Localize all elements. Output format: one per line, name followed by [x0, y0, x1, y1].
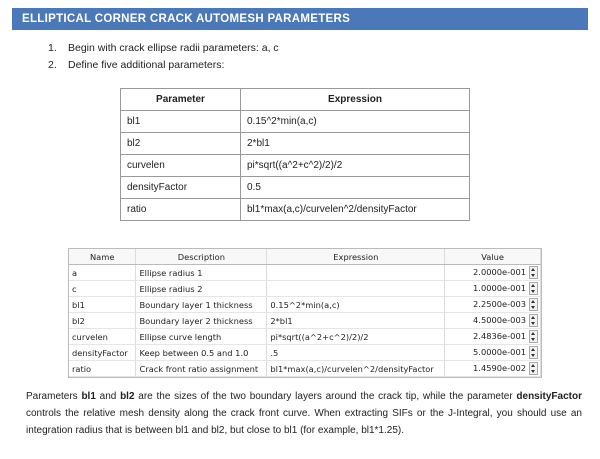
parameter-name: bl2 [121, 133, 241, 155]
spinner-icon[interactable] [529, 266, 538, 279]
description-cell[interactable]: Ellipse radius 1 [136, 265, 267, 281]
paragraph-text: Parameters [26, 391, 82, 402]
parameter-table [120, 88, 470, 221]
step-item [48, 40, 279, 57]
grid-row[interactable] [69, 345, 541, 361]
table-row [121, 111, 470, 133]
description-cell[interactable]: Ellipse curve length [136, 329, 267, 345]
column-header-expression: Expression [241, 89, 470, 111]
parameter-name: ratio [121, 199, 241, 221]
name-cell[interactable]: bl2 [69, 313, 136, 329]
section-header: ELLIPTICAL CORNER CRACK AUTOMESH PARAMETERS [12, 8, 588, 30]
expression-cell[interactable]: bl1*max(a,c)/curvelen^2/densityFactor [267, 361, 445, 377]
table-row [121, 133, 470, 155]
step-number: 1. [48, 42, 57, 54]
name-cell[interactable]: bl1 [69, 297, 136, 313]
description-cell[interactable]: Boundary layer 1 thickness [136, 297, 267, 313]
step-text: Define five additional parameters: [68, 59, 225, 71]
parameter-expression: 0.5 [241, 177, 470, 199]
value-text: 2.4836e-001 [473, 331, 526, 341]
value-cell[interactable] [445, 345, 541, 361]
name-cell[interactable]: densityFactor [69, 345, 136, 361]
name-cell[interactable]: c [69, 281, 136, 297]
paragraph-bold-bl1: bl1 [81, 391, 96, 402]
grid-row[interactable] [69, 361, 541, 377]
name-cell[interactable]: curvelen [69, 329, 136, 345]
value-cell[interactable] [445, 281, 541, 297]
name-cell[interactable]: ratio [69, 361, 136, 377]
parameter-expression: 2*bl1 [241, 133, 470, 155]
spinner-icon[interactable] [529, 346, 538, 359]
grid-row[interactable] [69, 329, 541, 345]
value-cell[interactable] [445, 329, 541, 345]
value-text: 1.0000e-001 [473, 283, 526, 293]
parameter-name: bl1 [121, 111, 241, 133]
expression-cell[interactable]: .5 [267, 345, 445, 361]
expression-cell[interactable]: 0.15^2*min(a,c) [267, 297, 445, 313]
parameter-table-header [121, 89, 470, 111]
grid-row[interactable] [69, 281, 541, 297]
description-cell[interactable]: Keep between 0.5 and 1.0 [136, 345, 267, 361]
explanation-paragraph [26, 388, 582, 439]
expression-cell[interactable] [267, 281, 445, 297]
value-cell[interactable] [445, 297, 541, 313]
column-header-description[interactable]: Description [136, 249, 267, 265]
value-text: 2.2500e-003 [473, 299, 526, 309]
steps-list [48, 40, 279, 74]
parameter-expression: pi*sqrt((a^2+c^2)/2)/2 [241, 155, 470, 177]
grid-row[interactable] [69, 297, 541, 313]
parameter-expression: 0.15^2*min(a,c) [241, 111, 470, 133]
parameter-name: densityFactor [121, 177, 241, 199]
parameter-name: curvelen [121, 155, 241, 177]
paragraph-bold-bl2: bl2 [120, 391, 135, 402]
value-cell[interactable] [445, 265, 541, 281]
step-item [48, 57, 279, 74]
name-cell[interactable]: a [69, 265, 136, 281]
grid-header [69, 249, 541, 265]
column-header-expression[interactable]: Expression [267, 249, 445, 265]
paragraph-text: and [95, 391, 121, 402]
grid-row[interactable] [69, 265, 541, 281]
paragraph-text: are the sizes of the two boundary layers around the crack tip, while the parameter [134, 391, 517, 402]
value-cell[interactable] [445, 361, 541, 377]
expression-cell[interactable] [267, 265, 445, 281]
value-cell[interactable] [445, 313, 541, 329]
expression-cell[interactable]: pi*sqrt((a^2+c^2)/2)/2 [267, 329, 445, 345]
description-cell[interactable]: Ellipse radius 2 [136, 281, 267, 297]
expression-cell[interactable]: 2*bl1 [267, 313, 445, 329]
paragraph-bold-density-factor: densityFactor [516, 391, 582, 402]
paragraph-text: controls the relative mesh density along the crack front curve. When extracting SIFs or the J-Integral, you should use an integration radius that is between bl1 and bl2, but close to bl1 (for example, bl1*1.25). [26, 408, 582, 436]
spinner-icon[interactable] [529, 282, 538, 295]
grid-row[interactable] [69, 313, 541, 329]
spinner-icon[interactable] [529, 362, 538, 375]
description-cell[interactable]: Boundary layer 2 thickness [136, 313, 267, 329]
value-text: 5.0000e-001 [473, 347, 526, 357]
parameter-grid [68, 248, 542, 378]
spinner-icon[interactable] [529, 330, 538, 343]
value-text: 1.4590e-002 [473, 363, 526, 373]
value-text: 2.0000e-001 [473, 267, 526, 277]
table-row [121, 177, 470, 199]
column-header-name[interactable]: Name [69, 249, 136, 265]
step-number: 2. [48, 59, 57, 71]
spinner-icon[interactable] [529, 314, 538, 327]
parameter-expression: bl1*max(a,c)/curvelen^2/densityFactor [241, 199, 470, 221]
value-text: 4.5000e-003 [473, 315, 526, 325]
table-row [121, 199, 470, 221]
table-row [121, 155, 470, 177]
step-text: Begin with crack ellipse radii parameters: a, c [68, 42, 279, 54]
spinner-icon[interactable] [529, 298, 538, 311]
column-header-value[interactable]: Value [445, 249, 541, 265]
column-header-parameter: Parameter [121, 89, 241, 111]
description-cell[interactable]: Crack front ratio assignment [136, 361, 267, 377]
